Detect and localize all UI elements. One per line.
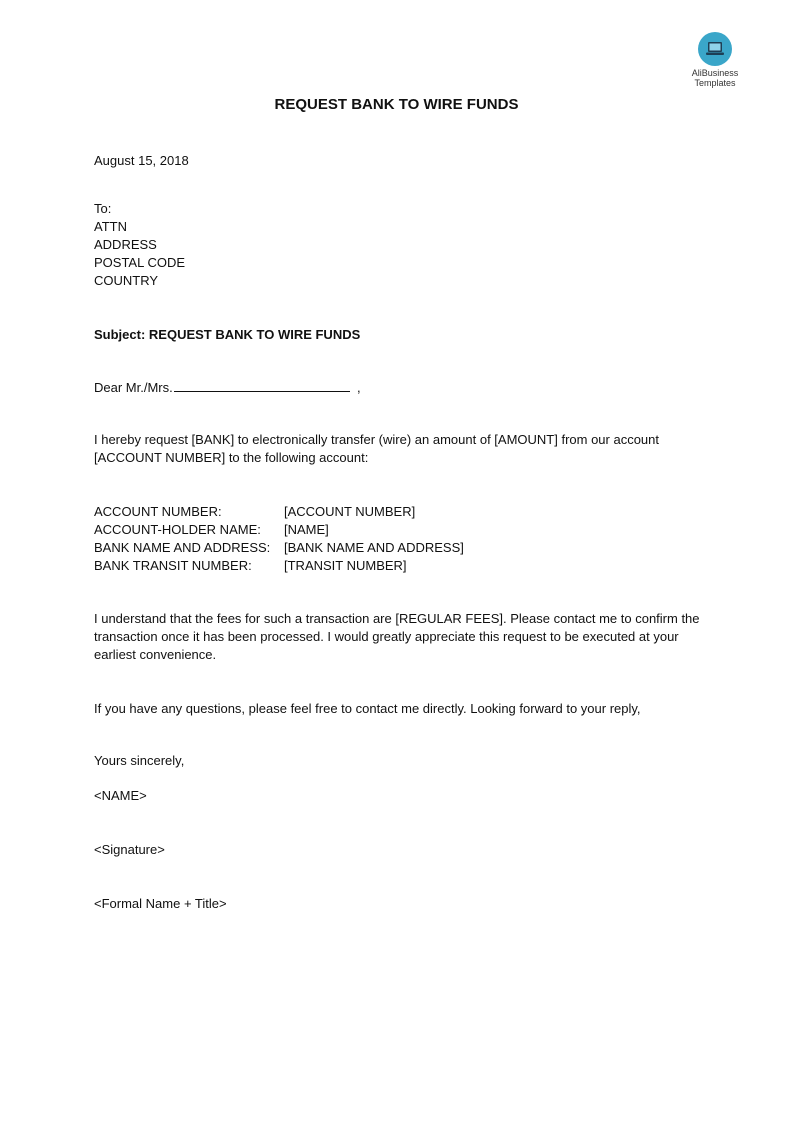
- laptop-icon: [705, 41, 725, 57]
- intro-paragraph: I hereby request [BANK] to electronically transfer (wire) an amount of [AMOUNT] from our account [ACCOUNT NUMBER] to the following account:: [94, 432, 659, 465]
- letter-date: August 15, 2018: [94, 153, 189, 168]
- salutation: [94, 379, 361, 397]
- logo-line-2: Templates: [694, 78, 736, 88]
- account-detail-label: BANK NAME AND ADDRESS:: [94, 540, 271, 555]
- account-detail-label: ACCOUNT NUMBER:: [94, 504, 222, 519]
- salutation-prefix: Dear Mr./Mrs.: [94, 380, 173, 395]
- account-detail-value: [BANK NAME AND ADDRESS]: [284, 540, 464, 555]
- document-title: REQUEST BANK TO WIRE FUNDS: [274, 96, 519, 113]
- account-detail-value: [NAME]: [284, 522, 329, 537]
- account-detail-value: [ACCOUNT NUMBER]: [284, 504, 416, 519]
- fees-paragraph: I understand that the fees for such a transaction are [REGULAR FEES]. Please contact me to confirm the transaction once it has been processed. I would greatly appreciate this request to be executed at your earliest convenience.: [94, 611, 700, 662]
- questions-paragraph: If you have any questions, please feel free to contact me directly. Looking forward to your reply,: [94, 701, 641, 716]
- name-placeholder: <NAME>: [94, 788, 147, 803]
- closing: Yours sincerely,: [94, 753, 185, 768]
- logo-line-1: AliBusiness: [691, 68, 739, 78]
- logo: [684, 32, 746, 88]
- recipient-attn: ATTN: [94, 219, 127, 234]
- recipient-to: To:: [94, 201, 112, 216]
- logo-text: [684, 68, 746, 88]
- logo-badge: [698, 32, 732, 66]
- recipient-postal-code: POSTAL CODE: [94, 255, 186, 270]
- salutation-suffix: ,: [356, 380, 361, 395]
- formal-name-placeholder: <Formal Name + Title>: [94, 896, 227, 911]
- recipient-country: COUNTRY: [94, 273, 159, 288]
- name-blank-line: [174, 379, 350, 392]
- signature-placeholder: <Signature>: [94, 842, 165, 857]
- recipient-address: ADDRESS: [94, 237, 157, 252]
- account-detail-label: BANK TRANSIT NUMBER:: [94, 558, 252, 573]
- subject-line: Subject: REQUEST BANK TO WIRE FUNDS: [94, 327, 361, 342]
- account-detail-value: [TRANSIT NUMBER]: [284, 558, 407, 573]
- account-detail-label: ACCOUNT-HOLDER NAME:: [94, 522, 261, 537]
